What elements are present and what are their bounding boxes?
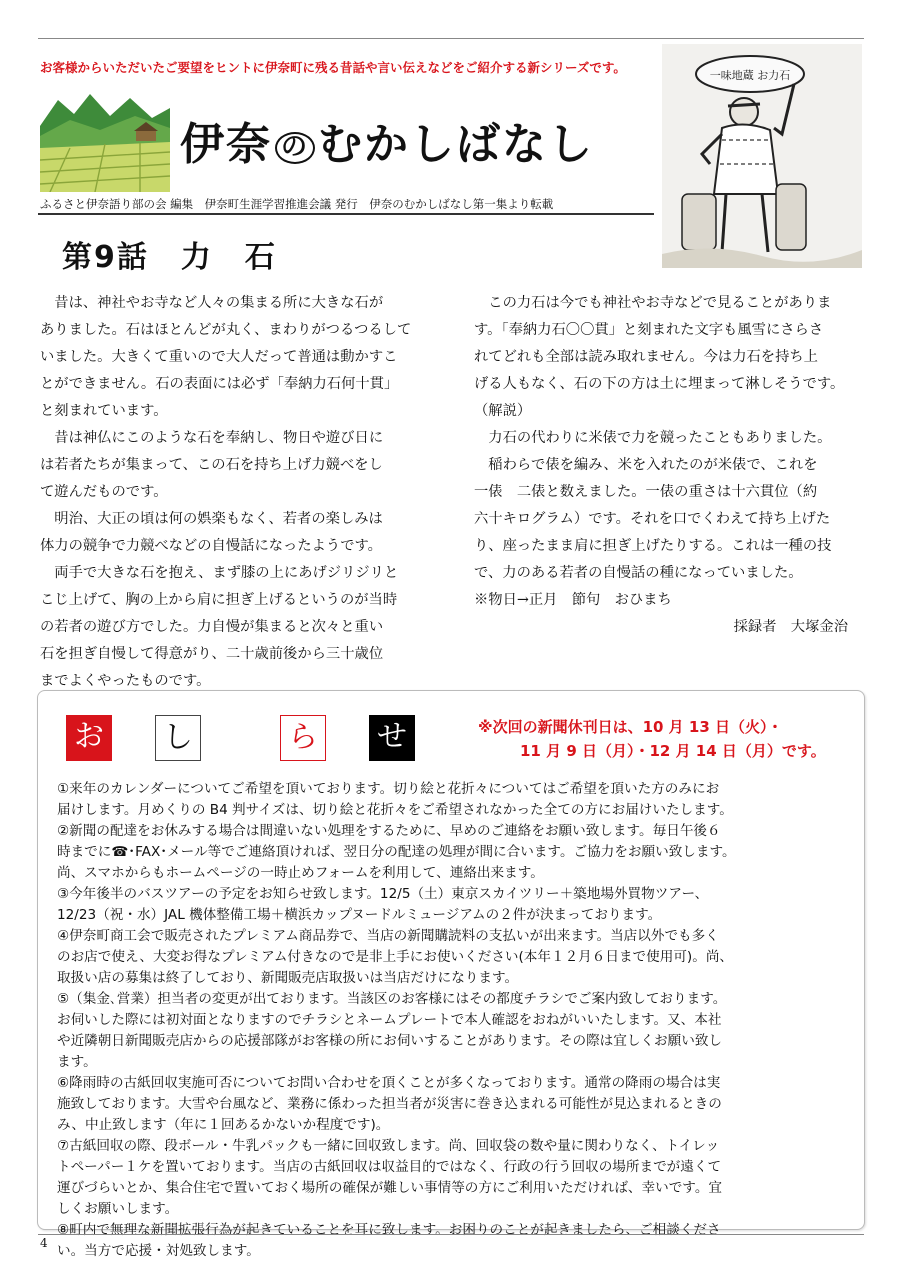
notice-line: ③今年後半のバスツアーの予定をお知らせ致します。12/5（土）東京スカイツリー＋築地場外買物ツアー、 xyxy=(57,886,709,902)
story-line: と刻まれています。 xyxy=(40,403,168,419)
notice-line: ⑥降雨時の古紙回収実施可否についてお問い合わせを頂くことが多くなっております。通常の降雨の場合は実 xyxy=(57,1075,721,1091)
notice-line: や近隣朝日新聞販売店からの応援部隊がお客様の所にお伺いすることがあります。その際は宜しくお願い致し xyxy=(57,1033,723,1049)
story-line: は若者たちが集まって、この石を持ち上げ力競べをし xyxy=(40,457,383,473)
page-number: 4 xyxy=(40,1236,48,1250)
story-line: 一俵 二俵と数えました。一俵の重さは十六貫位（約 xyxy=(474,484,818,500)
notice-line: ⑧町内で無理な新聞拡張行為が起きていることを耳に致します。お困りのことが起きましたら、ご相談くださ xyxy=(57,1222,721,1238)
notice-line: ⑤（集金､営業）担当者の変更が出ております。当該区のお客様にはその都度チラシでご案内致しております。 xyxy=(57,991,727,1007)
series-title xyxy=(180,108,594,172)
story-line: 明治、大正の頃は何の娯楽もなく、若者の楽しみは xyxy=(54,511,383,527)
notice-line: 届けします。月めくりの B4 判サイズは、切り絵と花折々をご希望されなかった全ての方にお届けいたします。 xyxy=(57,802,733,818)
story-line: までよくやったものです。 xyxy=(40,673,211,689)
newspaper-holiday-notice: 11 月 9 日（月）・12 月 14 日（月）です。 xyxy=(520,742,826,760)
story-left-column xyxy=(40,290,440,695)
notice-list xyxy=(57,779,847,1262)
series-title-circled-no: の xyxy=(275,132,315,164)
story-line: で、力のある若者の自慢話の種になっていました。 xyxy=(474,565,803,581)
stone-sign-text: 一味地蔵 お力石 xyxy=(709,69,791,82)
notice-line: しくお願いします。 xyxy=(57,1201,179,1217)
series-title-part-a: 伊奈 xyxy=(180,119,272,170)
notice-line: ④伊奈町商工会で販売されたプレミアム商品券で、当店の新聞購読料の支払いが出来ます。当店以外でも多く xyxy=(57,928,719,944)
recorder-credit: 採録者 大塚金治 xyxy=(733,619,848,635)
story-line: 体力の競争で力競べなどの自慢話になったようです。 xyxy=(40,538,382,554)
story-line: れてどれも全部は読み取れません。今は力石を持ち上 xyxy=(474,349,818,365)
top-rule xyxy=(38,38,864,39)
notice-heading-char: お xyxy=(66,715,112,761)
story-line: 稲わらで俵を編み、米を入れたのが米俵で、これを xyxy=(488,457,818,473)
story-line: 両手で大きな石を抱え、まず膝の上にあげジリジリと xyxy=(54,565,399,581)
story-line: 昔は神仏にこのような石を奉納し、物日や遊び日に xyxy=(54,430,384,446)
notice-line: い。当方で応援・対処致します。 xyxy=(57,1243,260,1259)
story-right-column xyxy=(474,290,874,641)
notice-heading-char: し xyxy=(155,715,201,761)
credit-divider xyxy=(38,213,654,215)
notice-line: 施致しております。大雪や台風など、業務に係わった担当者が災害に巻き込まれる可能性が見込まれるときの xyxy=(57,1096,722,1112)
notice-line: み、中止致します（年に１回あるかないか程度です)。 xyxy=(57,1117,390,1133)
story-line: こじ上げて、胸の上から肩に担ぎ上げるというのが当時 xyxy=(40,592,398,608)
notice-line: ⑦古紙回収の際、段ボール・牛乳パックも一緒に回収致します。尚、回収袋の数や量に関わりなく、トイレッ xyxy=(57,1138,720,1154)
strongman-illustration xyxy=(662,44,862,268)
series-title-part-b: むかしばなし xyxy=(318,119,594,170)
commentary-heading: （解説） xyxy=(474,403,532,419)
rural-landscape-image xyxy=(40,86,170,192)
glossary-note: ※物日→正月 節句 おひまち xyxy=(474,592,672,608)
bottom-rule xyxy=(38,1234,864,1235)
notice-line: 時までに☎･FAX･メール等でご連絡頂ければ、翌日分の配達の処理が間に合います。ご協力をお願い致します。 xyxy=(57,844,736,860)
story-line: て遊んだものです。 xyxy=(40,484,168,500)
source-credit: ふるさと伊奈語り部の会 編集 伊奈町生涯学習推進会議 発行 伊奈のむかしばなし第一集より転載 xyxy=(40,197,554,211)
story-line: り、座ったまま肩に担ぎ上げたりする。これは一種の技 xyxy=(474,538,832,554)
notice-line: ①来年のカレンダーについてご希望を頂いております。切り絵と花折々についてはご希望を頂いた方のみにお xyxy=(57,781,720,797)
story-line: す。「奉納力石〇〇貫」と刻まれた文字も風雪にさらさ xyxy=(474,322,824,338)
notice-heading-char: せ xyxy=(369,715,415,761)
notice-heading-char: ら xyxy=(280,715,326,761)
series-intro: お客様からいただいたご要望をヒントに伊奈町に残る昔話や言い伝えなどをご紹介する新シリーズです。 xyxy=(40,60,626,75)
story-line: この力石は今でも神社やお寺などで見ることがありま xyxy=(488,295,832,311)
notice-line: 尚、スマホからもホームページの一時止めフォームを利用して、連絡出来ます。 xyxy=(57,865,544,881)
newspaper-holiday-notice: ※次回の新聞休刊日は、10 月 13 日（火）・ xyxy=(478,718,783,736)
notice-line: 運びづらいとか、集合住宅で置いておく場所の確保が難しい事情等の方にご利用いただければ、幸いです。宜 xyxy=(57,1180,723,1196)
story-line: げる人もなく、石の下の方は土に埋まって淋しそうです。 xyxy=(474,376,845,392)
story-line: ありました。石はほとんどが丸く、まわりがつるつるして xyxy=(40,322,412,338)
story-line: 力石の代わりに米俵で力を競ったこともありました。 xyxy=(488,430,832,446)
notice-line: 12/23（祝・水）JAL 機体整備工場＋横浜カップヌードルミュージアムの２件が決まっております。 xyxy=(57,907,662,923)
notice-line: トペーパー１ケを置いております。当店の古紙回収は収益目的ではなく、行政の行う回収の場所までが遠くて xyxy=(57,1159,722,1175)
story-line: 昔は、神社やお寺など人々の集まる所に大きな石が xyxy=(54,295,384,311)
notice-line: ②新聞の配達をお休みする場合は間違いない処理をするために、早めのご連絡をお願い致します。毎日午後６ xyxy=(57,823,721,839)
notice-line: 取扱い店の募集は終了しており、新聞販売店取扱いは当店だけになります。 xyxy=(57,970,519,986)
episode-title: 第9話 力 石 xyxy=(62,240,277,275)
notice-line: のお店で使え、大変お得なプレミアム付きなので是非上手にお使いください(本年１２月６日まで使用可)。尚、 xyxy=(57,949,734,965)
story-line: 六十キログラム）です。それを口でくわえて持ち上げた xyxy=(474,511,831,527)
story-line: とができません。石の表面には必ず「奉納力石何十貫」 xyxy=(40,376,399,392)
notice-line: ます。 xyxy=(57,1054,97,1070)
story-line: の若者の遊び方でした。力自慢が集まると次々と重い xyxy=(40,619,384,635)
story-line: いました。大きくて重いので大人だって普通は動かすこ xyxy=(40,349,398,365)
notice-line: お伺いした際には初対面となりますのでチラシとネームプレートで本人確認をおねがいいたします。又、本社 xyxy=(57,1012,722,1028)
story-line: 石を担ぎ自慢して得意がり、二十歳前後から三十歳位 xyxy=(40,646,384,662)
